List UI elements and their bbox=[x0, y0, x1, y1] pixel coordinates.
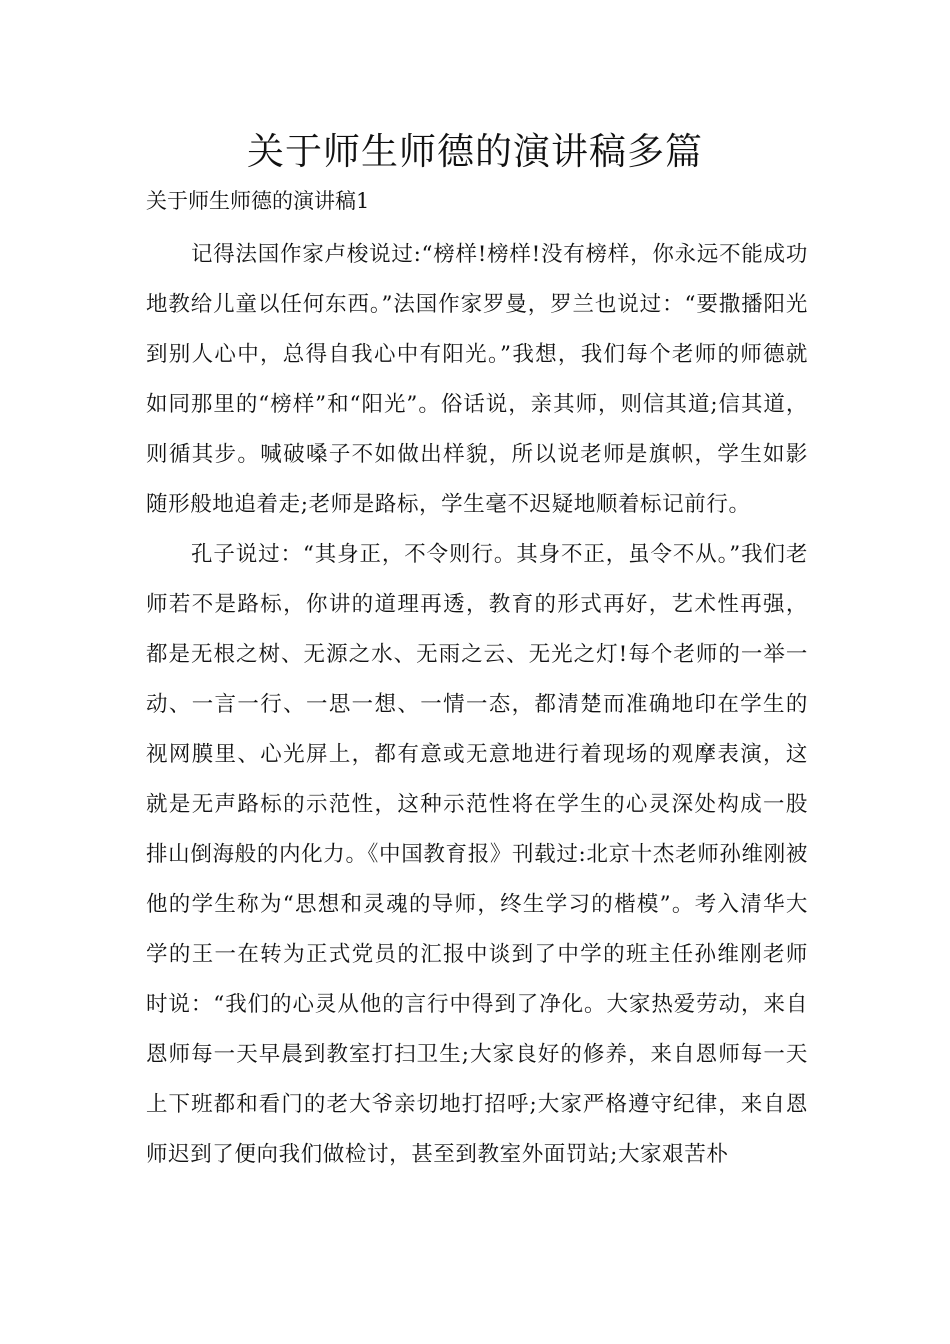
paragraph-2: 孔子说过：“其身正，不令则行。其身不正，虽令不从。”我们老师若不是路标，你讲的道理再透，教育的形式再好，艺术性再强，都是无根之树、无源之水、无雨之云、无光之灯!每个老师的一举一动、一言一行、一思一想、一情一态，都清楚而准确地印在学生的视网膜里、心光屏上，都有意或无意地进行着现场的观摩表演，这就是无声路标的示范性，这种示范性将在学生的心灵深处构成一股排山倒海般的内化力。《中国教育报》刊载过:北京十杰老师孙维刚被他的学生称为“思想和灵魂的导师，终生学习的楷模”。考入清华大学的王一在转为正式党员的汇报中谈到了中学的班主任孙维刚老师时说：“我们的心灵从他的言行中得到了净化。大家热爱劳动，来自恩师每一天早晨到教室打扫卫生;大家良好的修养，来自恩师每一天上下班都和看门的老大爷亲切地打招呼;大家严格遵守纪律，来自恩师迟到了便向我们做检讨，甚至到教室外面罚站;大家艰苦朴 bbox=[146, 542, 808, 1167]
section-heading: 关于师生师德的演讲稿1 bbox=[146, 189, 370, 213]
document-title: 关于师生师德的演讲稿多篇 bbox=[247, 130, 703, 173]
body-text bbox=[146, 230, 808, 1180]
paragraph-1: 记得法国作家卢梭说过:“榜样!榜样!没有榜样，你永远不能成功地教给儿童以任何东西。”法国作家罗曼，罗兰也说过：“要撒播阳光到别人心中，总得自我心中有阳光。”我想，我们每个老师的师德就如同那里的“榜样”和“阳光”。俗话说，亲其师，则信其道;信其道，则循其步。喊破嗓子不如做出样貌，所以说老师是旗帜，学生如影随形般地追着走;老师是路标，学生毫不迟疑地顺着标记前行。 bbox=[146, 242, 808, 517]
